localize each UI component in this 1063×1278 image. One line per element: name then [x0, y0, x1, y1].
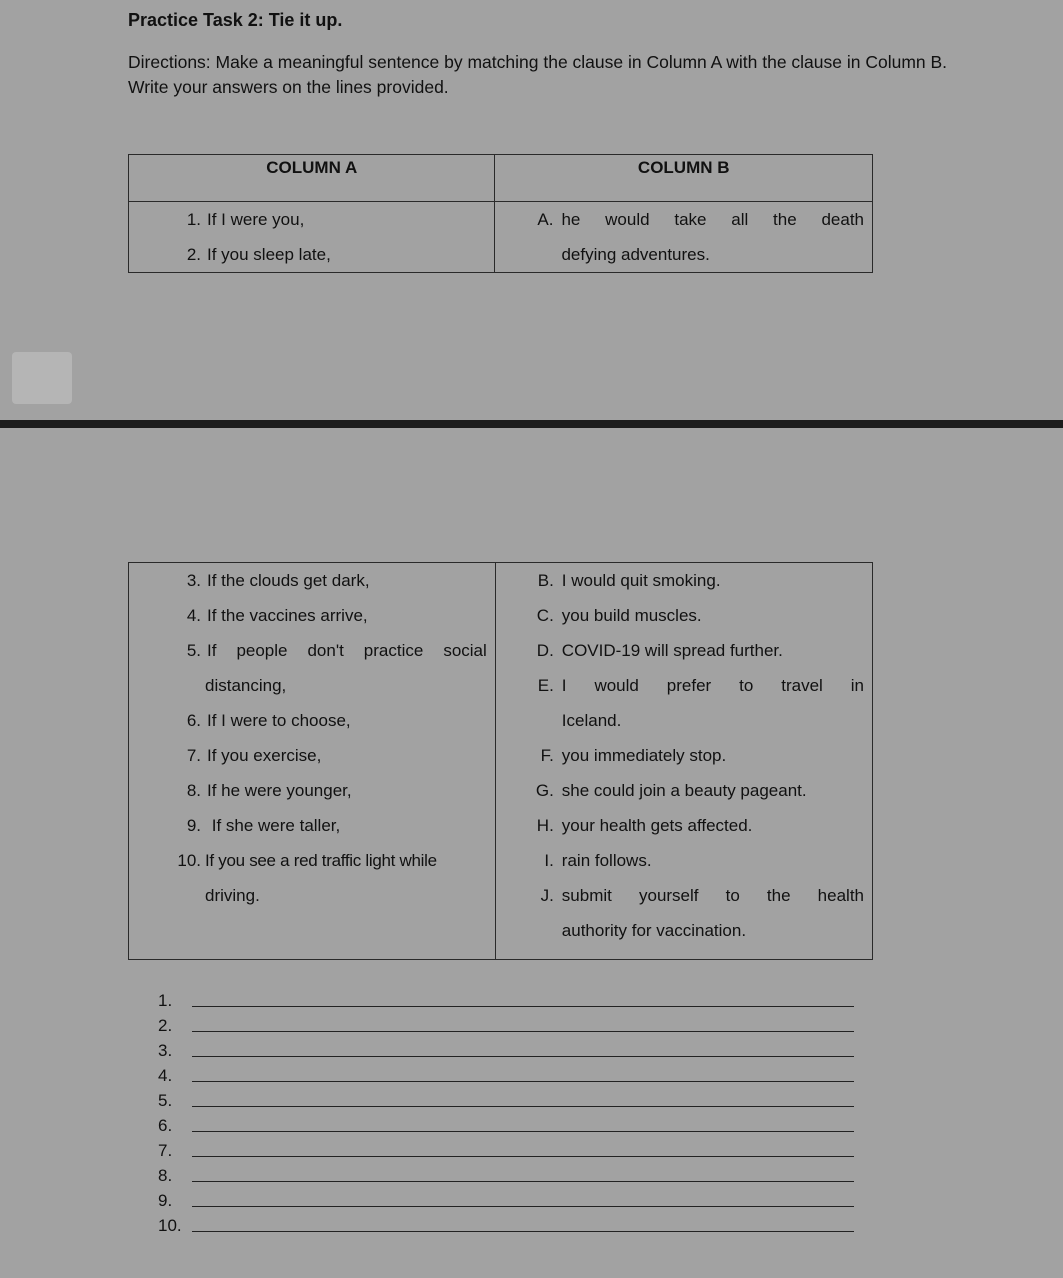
- item-letter: F.: [540, 746, 554, 765]
- item-letter: G.: [535, 781, 554, 800]
- item-text-continued: distancing,: [205, 676, 287, 695]
- clause-a-item: [129, 773, 487, 808]
- clause-a-item: [129, 563, 487, 598]
- answer-blank[interactable]: [192, 1031, 854, 1032]
- answer-blank[interactable]: [192, 1056, 854, 1057]
- clause-b-item: [496, 808, 864, 843]
- item-text: If you sleep late,: [207, 245, 331, 264]
- item-letter: H.: [536, 816, 554, 835]
- answer-line[interactable]: [158, 1086, 868, 1111]
- item-text: rain follows.: [561, 851, 652, 870]
- item-text: If he were younger,: [207, 781, 352, 800]
- item-letter: C.: [536, 606, 554, 625]
- item-letter: A.: [537, 210, 554, 229]
- clause-b-item: [496, 738, 864, 773]
- answer-blank[interactable]: [192, 1081, 854, 1082]
- answer-number: 3.: [158, 1041, 173, 1060]
- item-text: If I were to choose,: [207, 711, 351, 730]
- clause-b-item: [496, 843, 864, 878]
- item-letter: B.: [537, 571, 554, 590]
- item-text: If I were you,: [207, 210, 305, 229]
- answer-line[interactable]: [158, 986, 868, 1011]
- answer-line[interactable]: [158, 1136, 868, 1161]
- item-text-continued: Iceland.: [561, 711, 622, 730]
- answer-blank[interactable]: [192, 1181, 854, 1182]
- item-text: If the clouds get dark,: [207, 571, 370, 590]
- column-b-header: COLUMN B: [495, 155, 873, 202]
- answer-blank[interactable]: [192, 1156, 854, 1157]
- clause-b-item: [496, 563, 864, 598]
- answer-line[interactable]: [158, 1061, 868, 1086]
- answer-lines: [158, 986, 868, 1236]
- answer-line[interactable]: [158, 1011, 868, 1036]
- item-text: If the vaccines arrive,: [207, 606, 368, 625]
- item-text: I would prefer to travel in: [561, 676, 864, 695]
- item-number: 1.: [186, 210, 201, 229]
- answer-number: 1.: [158, 991, 173, 1010]
- item-text: If you see a red traffic light while: [205, 851, 437, 870]
- column-a-header: COLUMN A: [129, 155, 495, 202]
- column-b-cell: [495, 202, 873, 273]
- item-number: 7.: [186, 746, 201, 765]
- item-text: you build muscles.: [561, 606, 702, 625]
- answer-line[interactable]: [158, 1186, 868, 1211]
- item-number: 5.: [186, 641, 201, 660]
- item-letter: E.: [537, 676, 554, 695]
- item-text-continued: authority for vaccination.: [561, 921, 747, 940]
- answer-number: 8.: [158, 1166, 173, 1185]
- answer-blank[interactable]: [192, 1006, 854, 1007]
- clause-a-item: [129, 808, 487, 843]
- item-text: your health gets affected.: [561, 816, 753, 835]
- item-number: 10.: [177, 851, 201, 870]
- clause-b-item: [495, 202, 864, 237]
- clause-b-item: [496, 773, 864, 808]
- column-a-cell: [129, 202, 495, 273]
- answer-blank[interactable]: [192, 1206, 854, 1207]
- item-text: I would quit smoking.: [561, 571, 721, 590]
- clause-a-item: [129, 633, 487, 668]
- clause-a-item: [129, 843, 487, 878]
- clause-a-item: [129, 738, 487, 773]
- clause-a-item: [129, 598, 487, 633]
- item-text: COVID-19 will spread further.: [561, 641, 783, 660]
- matching-table-top: [128, 154, 873, 273]
- answer-line[interactable]: [158, 1036, 868, 1061]
- answer-number: 2.: [158, 1016, 173, 1035]
- answer-line[interactable]: [158, 1161, 868, 1186]
- directions-text: Directions: Make a meaningful sentence by matching the clause in Column A with the clause in Column B. Write your answers on the lines provided.: [128, 52, 948, 97]
- clause-a-item: [129, 202, 486, 237]
- answer-line[interactable]: [158, 1211, 868, 1236]
- item-text: If she were taller,: [207, 816, 341, 835]
- scroll-handle[interactable]: [12, 352, 72, 404]
- item-text: you immediately stop.: [561, 746, 727, 765]
- item-number: 2.: [186, 245, 201, 264]
- answer-line[interactable]: [158, 1111, 868, 1136]
- clause-b-item: [496, 878, 864, 913]
- page-divider: [0, 420, 1063, 428]
- clause-a-item: [129, 703, 487, 738]
- item-text: submit yourself to the health: [561, 886, 864, 905]
- column-b-cell: [495, 563, 872, 960]
- item-text: If you exercise,: [207, 746, 322, 765]
- item-text-continued: defying adventures.: [561, 245, 710, 264]
- column-a-cell: [129, 563, 496, 960]
- clause-a-item: [129, 237, 486, 272]
- answer-number: 7.: [158, 1141, 173, 1160]
- answer-blank[interactable]: [192, 1231, 854, 1232]
- item-number: 4.: [186, 606, 201, 625]
- answer-number: 5.: [158, 1091, 173, 1110]
- answer-number: 6.: [158, 1116, 173, 1135]
- answer-blank[interactable]: [192, 1106, 854, 1107]
- item-text: If people don't practice social: [207, 641, 487, 660]
- item-text: he would take all the death: [561, 210, 864, 229]
- answer-number: 4.: [158, 1066, 173, 1085]
- item-letter: I.: [544, 851, 554, 870]
- item-text-continued: driving.: [205, 886, 260, 905]
- item-letter: D.: [536, 641, 554, 660]
- answer-blank[interactable]: [192, 1131, 854, 1132]
- item-number: 8.: [186, 781, 201, 800]
- item-number: 3.: [186, 571, 201, 590]
- clause-b-item: [496, 633, 864, 668]
- item-text: she could join a beauty pageant.: [561, 781, 807, 800]
- answer-number: 9.: [158, 1191, 173, 1210]
- item-number: 9.: [186, 816, 201, 835]
- clause-b-item: [496, 668, 864, 703]
- matching-table-bottom: [128, 562, 873, 960]
- item-number: 6.: [186, 711, 201, 730]
- task-title: Practice Task 2: Tie it up.: [128, 10, 343, 30]
- clause-b-item: [496, 598, 864, 633]
- item-letter: J.: [540, 886, 554, 905]
- answer-number: 10.: [158, 1216, 182, 1235]
